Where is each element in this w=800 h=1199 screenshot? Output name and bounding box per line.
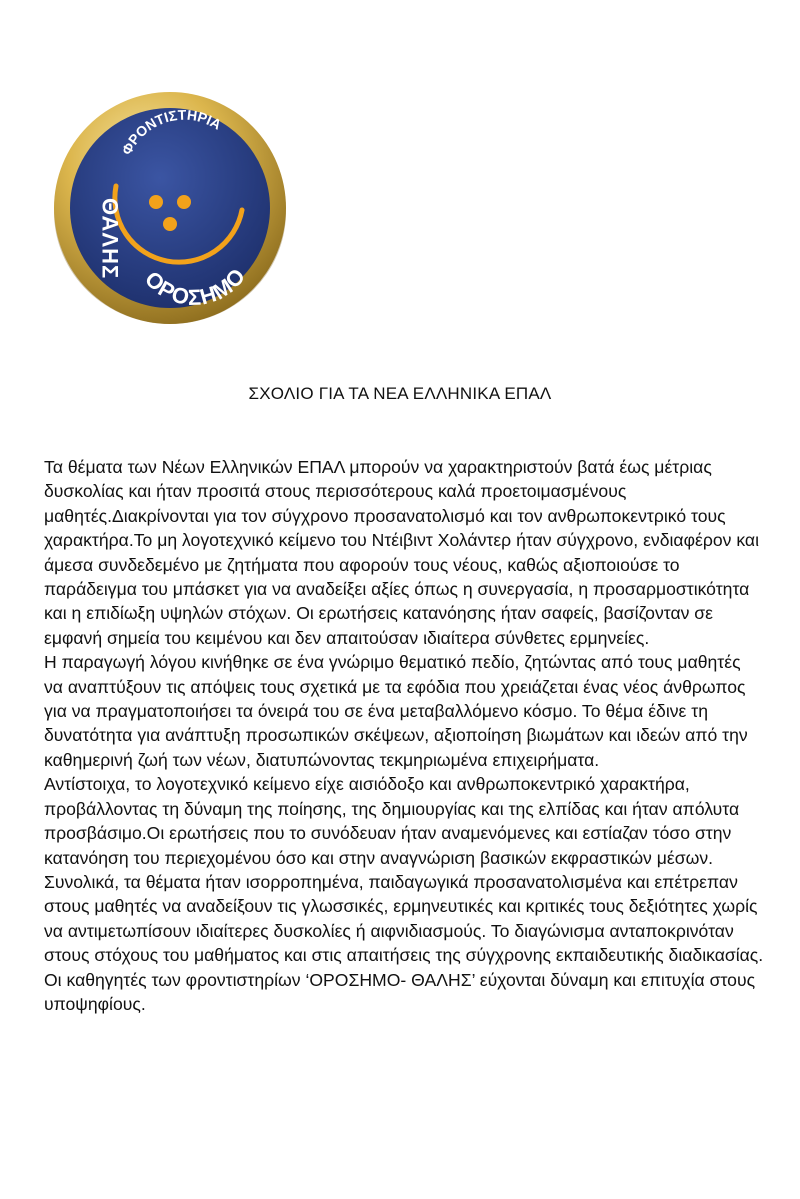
- logo-dot: [149, 195, 163, 209]
- document-title: ΣΧΟΛΙΟ ΓΙΑ ΤΑ ΝΕΑ ΕΛΛΗΝΙΚΑ ΕΠΑΛ: [248, 384, 552, 403]
- paragraph: Οι καθηγητές των φροντιστηρίων ‘ΟΡΟΣΗΜΟ- ΘΑΛΗΣ’ εύχονται δύναμη και επιτυχία στους υποψηφίους.: [44, 969, 756, 1014]
- logo-dot: [163, 217, 177, 231]
- paragraph: Τα θέματα των Νέων Ελληνικών ΕΠΑΛ μπορούν να χαρακτηριστούν βατά έως μέτριας δυσκολίας και ήταν προσιτά στους περισσότερους καλά προετοιμασμένους μαθητές.Διακρίνονται για τον σύγχρονο προσανατολισμό και τον ανθρωποκεντρικό τους χαρακτήρα.Το μη λογοτεχνικό κείμενο του Ντέιβιντ Χολάντερ ήταν σύγχρονο, ενδιαφέρον και άμεσα συνδεδεμένο με ζητήματα που αφορούν τους νέους, καθώς αξιοποιούσε το παράδειγμα του μπάσκετ για να αναδείξει αξίες όπως η συνεργασία, η προσαρμοστικότητα και η επιδίωξη υψηλών στόχων. Οι ερωτήσεις κατανόησης ήταν σαφείς, βασίζονταν σε εμφανή σημεία του κειμένου και δεν απαιτούσαν ιδιαίτερα σύνθετες ερμηνείες.: [44, 457, 759, 648]
- logo-left-text: ΘΑΛΗΣ: [97, 198, 123, 280]
- logo-top-text: ΦΡΟΝΤΙΣΤΗΡΙΑ: [118, 106, 225, 158]
- paragraph: Αντίστοιχα, το λογοτεχνικό κείμενο είχε αισιόδοξο και ανθρωποκεντρικό χαρακτήρα, προβάλλοντας τη δύναμη της ποίησης, της δημιουργίας και της ελπίδας και ήταν απόλυτα προσβάσιμο.Οι ερωτήσεις που το συνόδευαν ήταν αναμενόμενες και εστίαζαν τόσο στην κατανόηση του περιεχομένου όσο και στην αναγνώριση βασικών εκφραστικών μέσων. Συνολικά, τα θέματα ήταν ισορροπημένα, παιδαγωγικά προσανατολισμένα και επέτρεπαν στους μαθητές να αναδείξουν τις γλωσσικές, ερμηνευτικές και κριτικές τους δεξιότητες χωρίς να αντιμετωπίσουν ιδιαίτερες δυσκολίες ή αιφνιδιασμούς. Το διαγώνισμα ανταποκρινόταν στους στόχους του μαθήματος και στις απαιτήσεις της σύγχρονης εκπαιδευτικής διαδικασίας.: [44, 774, 764, 966]
- logo-bottom-text: ΟΡΟΣΗΜΟ: [139, 262, 251, 311]
- document-body: [44, 455, 764, 1016]
- brand-logo: [52, 90, 288, 326]
- logo-dot: [177, 195, 191, 209]
- paragraph: Η παραγωγή λόγου κινήθηκε σε ένα γνώριμο θεματικό πεδίο, ζητώντας από τους μαθητές να αναπτύξουν τις απόψεις τους σχετικά με τα εφόδια που χρειάζεται ένας νέος άνθρωπος για να πραγματοποιήσει τα όνειρά του σε ένα μεταβαλλόμενο κόσμο. Το θέμα έδινε τη δυνατότητα για ανάπτυξη προσωπικών σκέψεων, αξιοποίηση βιωμάτων και ιδεών από την καθημερινή ζωή των νέων, διατυπώνοντας τεκμηριωμένα επιχειρήματα.: [44, 652, 748, 770]
- brand-logo-graphic: [52, 90, 288, 326]
